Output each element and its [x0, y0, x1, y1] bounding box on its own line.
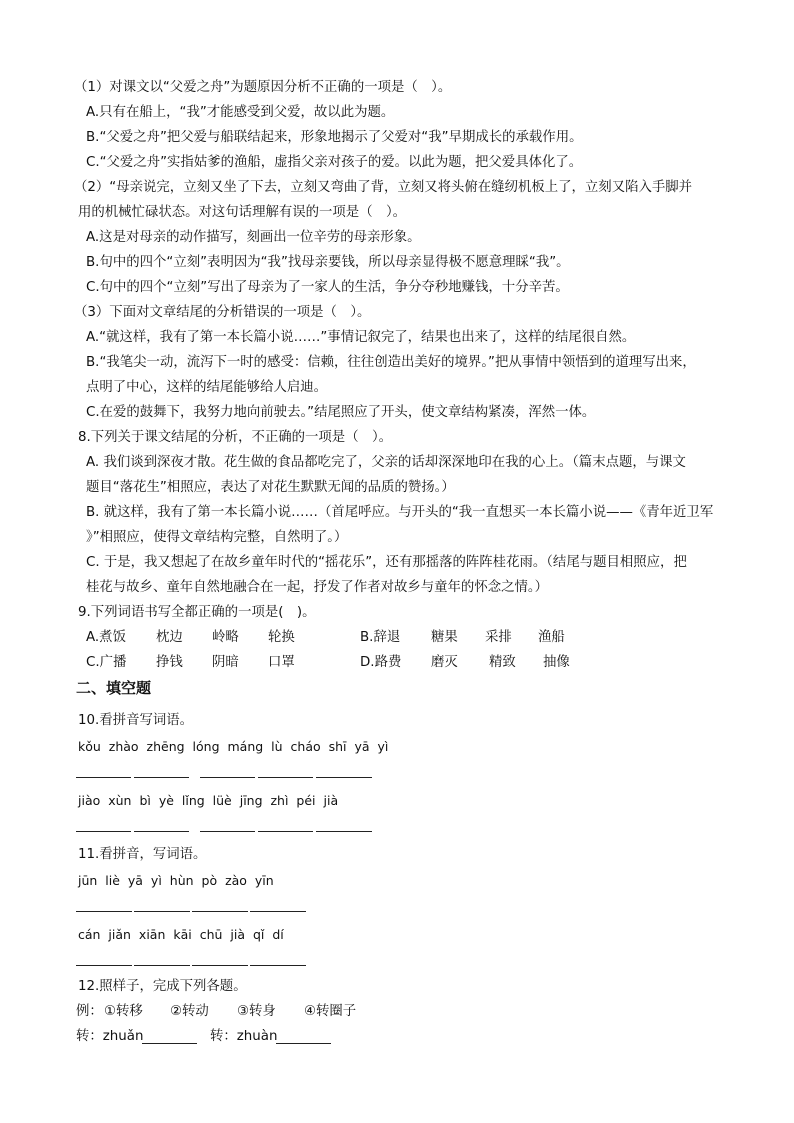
q7-3-option-b-cont: 点明了中心，这样的结尾能够给人启迪。	[86, 380, 328, 395]
q7-1-stem: （1）对课文以“父爱之舟”为题原因分析不正确的一项是（ ）。	[74, 80, 452, 95]
q7-3-option-b: B.“我笔尖一动，流泻下一时的感受：信赖，往往创造出美好的境界。”把从事情中领悟到的道理写出来，	[86, 355, 696, 370]
q11-answer-blank[interactable]	[250, 965, 306, 966]
q12-example-label: 例：	[76, 1004, 103, 1019]
q9-a-word-1: A.煮饭	[86, 630, 126, 645]
q12-example-1: ①转移	[104, 1004, 143, 1019]
q8-stem: 8.下列关于课文结尾的分析，不正确的一项是（ ）。	[78, 430, 393, 445]
q9-d-word-2: 磨灭	[431, 655, 458, 670]
q7-2-option-b: B.句中的四个“立刻”表明因为“我”找母亲要钱，所以母亲显得极不愿意理睬“我”。	[86, 255, 570, 270]
q11-answer-blank[interactable]	[192, 965, 248, 966]
q8-option-a: A. 我们谈到深夜才散。花生做的食品都吃完了，父亲的话却深深地印在我的心上。（篇末点题，与课文	[86, 455, 686, 470]
q7-2-option-c: C.句中的四个“立刻”写出了母亲为了一家人的生活，争分夺秒地赚钱，十分辛苦。	[86, 280, 569, 295]
q12-fill-zhuan3-blank[interactable]	[142, 1043, 197, 1044]
q9-stem: 9.下列词语书写全都正确的一项是( )。	[78, 605, 316, 620]
q12-title: 12.照样子，完成下列各题。	[78, 979, 247, 994]
q9-d-word-4: 抽像	[543, 655, 570, 670]
q12-example-3: ③转身	[237, 1004, 276, 1019]
q10-answer-blank[interactable]	[316, 777, 372, 778]
q11-answer-blank[interactable]	[76, 965, 132, 966]
q9-a-word-3: 岭略	[212, 630, 239, 645]
q9-b-word-2: 糖果	[431, 630, 458, 645]
q11-title: 11.看拼音，写词语。	[78, 847, 207, 862]
q10-answer-blank[interactable]	[258, 831, 313, 832]
q7-2-stem: （2）“母亲说完，立刻又坐了下去，立刻又弯曲了背，立刻又将头俯在缝纫机板上了，立刻又陷入手脚并	[74, 180, 693, 195]
q10-title: 10.看拼音写词语。	[78, 713, 194, 728]
q7-1-option-b: B.“父爱之舟”把父爱与船联结起来，形象地揭示了父爱对“我”早期成长的承载作用。	[86, 130, 583, 145]
q9-d-word-3: 精致	[489, 655, 516, 670]
q11-pinyin-row-2: cán jiǎn xiān kāi chū jià qǐ dí	[78, 927, 284, 942]
q11-answer-blank[interactable]	[192, 911, 248, 912]
q9-c-word-1: C.广播	[86, 655, 127, 670]
q9-b-word-4: 渔船	[538, 630, 565, 645]
q12-fill-zhuan3-label: 转：zhuǎn	[76, 1029, 144, 1044]
q7-1-option-c: C.“父爱之舟”实指姑爹的渔船，虚指父亲对孩子的爱。以此为题，把父爱具体化了。	[86, 155, 583, 170]
q9-b-word-3: 采排	[485, 630, 512, 645]
q10-answer-blank[interactable]	[200, 777, 255, 778]
q9-d-word-1: D.路费	[360, 655, 402, 670]
q11-answer-blank[interactable]	[134, 965, 190, 966]
q10-answer-blank[interactable]	[200, 831, 255, 832]
q11-answer-blank[interactable]	[250, 911, 306, 912]
section-heading: 二、填空题	[76, 679, 152, 697]
q8-option-b-cont: 》”相照应，使得文章结构完整，自然明了。）	[86, 530, 348, 545]
q10-answer-blank[interactable]	[134, 831, 189, 832]
q10-pinyin-row-2: jiào xùn bì yè lǐng lüè jīng zhì péi jià	[78, 793, 339, 808]
q11-pinyin-row-1: jūn liè yā yì hùn pò zào yīn	[78, 873, 274, 888]
q10-answer-blank[interactable]	[76, 831, 131, 832]
q9-b-word-1: B.辞退	[360, 630, 401, 645]
q10-pinyin-row-1: kǒu zhào zhēng lóng máng lù cháo shī yā yì	[78, 739, 389, 754]
q9-c-word-4: 口罩	[268, 655, 295, 670]
q10-answer-blank[interactable]	[316, 831, 372, 832]
q7-3-option-c: C.在爱的鼓舞下，我努力地向前驶去。”结尾照应了开头，使文章结构紧凑，浑然一体。	[86, 405, 596, 420]
q10-answer-blank[interactable]	[76, 777, 131, 778]
q9-a-word-2: 枕边	[156, 630, 183, 645]
q9-c-word-2: 挣钱	[156, 655, 183, 670]
q8-option-c-cont: 桂花与故乡、童年自然地融合在一起，抒发了作者对故乡与童年的怀念之情。）	[86, 580, 548, 595]
q12-example-2: ②转动	[170, 1004, 209, 1019]
q7-2-option-a: A.这是对母亲的动作描写，刻画出一位辛劳的母亲形象。	[86, 230, 421, 245]
q12-example-4: ④转圈子	[304, 1004, 357, 1019]
q9-a-word-4: 轮换	[268, 630, 295, 645]
q9-c-word-3: 阴暗	[212, 655, 239, 670]
q7-3-stem: （3）下面对文章结尾的分析错误的一项是（ ）。	[74, 305, 371, 320]
q8-option-b: B. 就这样，我有了第一本长篇小说……（首尾呼应。与开头的“我一直想买一本长篇小说——《青年近卫军	[86, 505, 714, 520]
q10-answer-blank[interactable]	[134, 777, 189, 778]
q7-1-option-a: A.只有在船上，“我”才能感受到父爱，故以此为题。	[86, 105, 395, 120]
q12-fill-zhuan4-label: 转：zhuàn	[210, 1029, 278, 1044]
q12-fill-zhuan4-blank[interactable]	[276, 1043, 331, 1044]
q11-answer-blank[interactable]	[134, 911, 190, 912]
q10-answer-blank[interactable]	[258, 777, 313, 778]
q7-2-stem-cont: 用的机械忙碌状态。对这句话理解有误的一项是（ ）。	[78, 205, 407, 220]
q7-3-option-a: A.“就这样，我有了第一本长篇小说……”事情记叙完了，结果也出来了，这样的结尾很自然。	[86, 330, 636, 345]
q8-option-a-cont: 题目“落花生”相照应，表达了对花生默默无闻的品质的赞扬。）	[86, 480, 455, 495]
q8-option-c: C. 于是，我又想起了在故乡童年时代的“摇花乐”，还有那摇落的阵阵桂花雨。（结尾与题目相照应，把	[86, 555, 687, 570]
q11-answer-blank[interactable]	[76, 911, 132, 912]
